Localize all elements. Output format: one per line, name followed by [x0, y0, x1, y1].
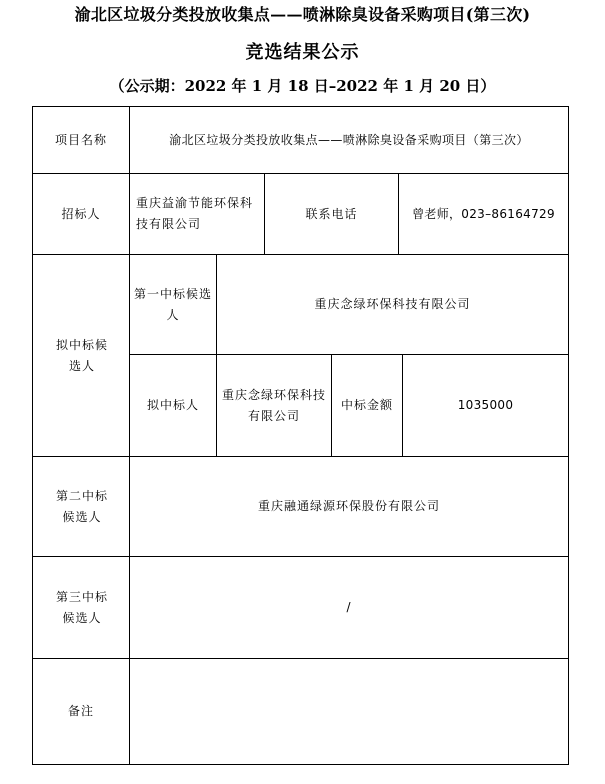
table-border [32, 764, 569, 765]
proposed-winner-value: 重庆念绿环保科技有限公司 [222, 387, 327, 423]
first-candidate-label: 第一中标候选人 [134, 286, 213, 322]
tenderer-label: 招标人 [61, 206, 101, 221]
remarks-label: 备注 [67, 704, 94, 718]
tenderer-value: 重庆益渝节能环保科技有限公司 [136, 196, 254, 231]
bid-amount-value: 1035000 [457, 398, 514, 412]
contact-value: 曾老师，023–86164729 [412, 206, 555, 221]
proposed-winner-label: 拟中标人 [146, 398, 199, 412]
remarks-value [130, 659, 568, 764]
second-candidate-label: 第二中标候选人 [55, 488, 108, 524]
first-candidate-value: 重庆念绿环保科技有限公司 [314, 297, 471, 311]
contact-label: 联系电话 [305, 206, 358, 221]
third-candidate-label: 第三中标候选人 [55, 589, 108, 625]
project-name-label: 项目名称 [54, 132, 107, 147]
table-border [568, 106, 569, 765]
third-candidate-value: / [346, 600, 352, 614]
second-candidate-value: 重庆融通绿源环保股份有限公司 [257, 499, 440, 513]
proposed-group-label: 拟中标候选人 [55, 337, 108, 373]
document-subtitle: 竞选结果公示 [245, 42, 360, 63]
bid-amount-label: 中标金额 [340, 398, 393, 412]
publicity-period: （公示期：2022 年 1 月 18 日–2022 年 1 月 20 日） [109, 77, 496, 95]
project-name-value: 渝北区垃圾分类投放收集点——喷淋除臭设备采购项目（第三次） [169, 132, 529, 147]
document-title: 渝北区垃圾分类投放收集点——喷淋除臭设备采购项目(第三次) [74, 5, 531, 24]
